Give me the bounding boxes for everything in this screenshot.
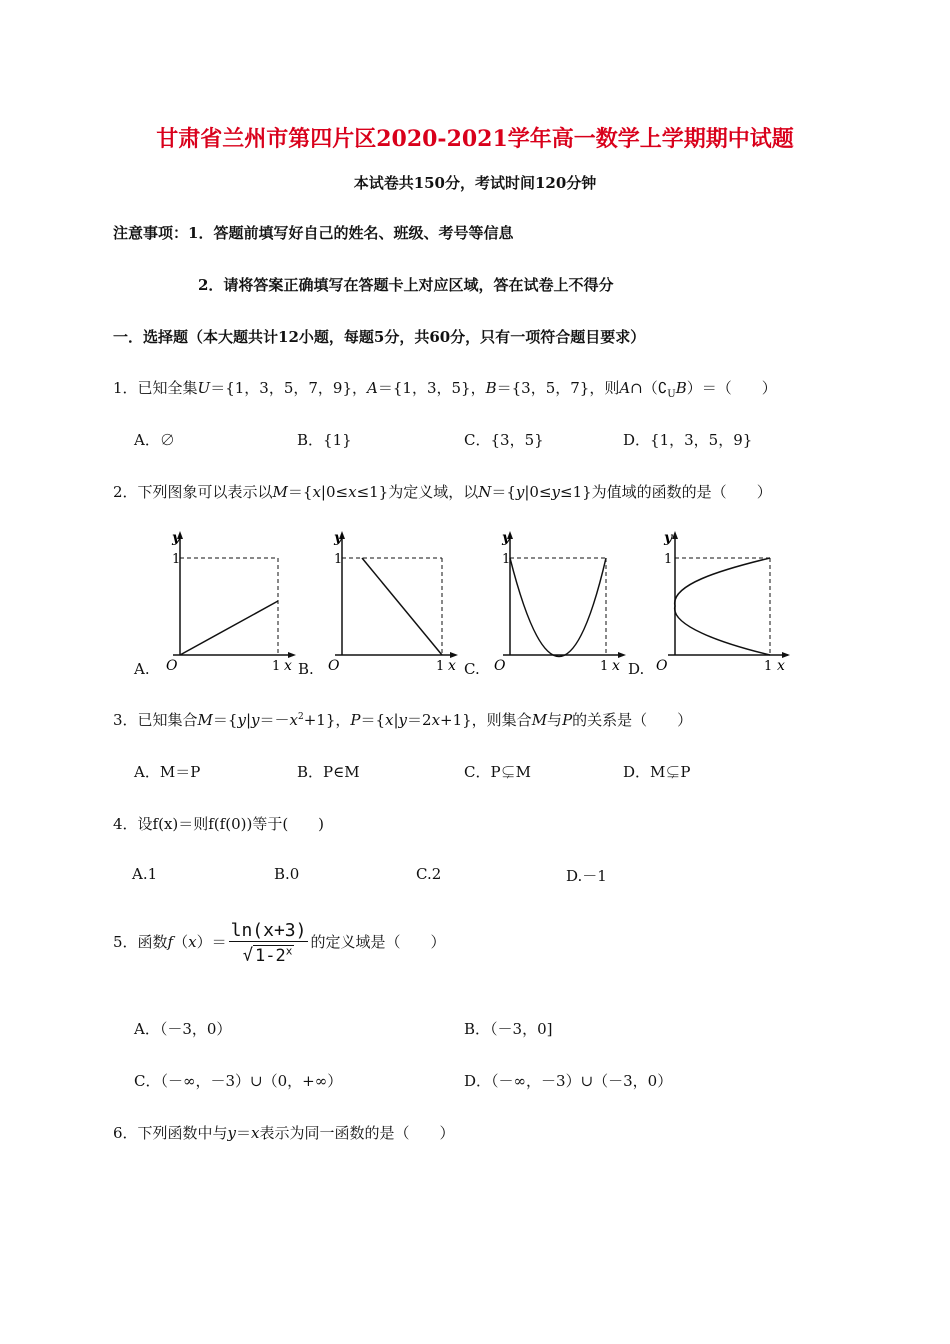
q5-option-b: B．（－3，0] (464, 1020, 553, 1038)
svg-text:1: 1 (436, 659, 445, 674)
svg-text:1: 1 (272, 659, 281, 674)
q1-option-c: C．{3，5} (464, 431, 544, 449)
q3-option-d: D．M⊊P (623, 763, 691, 781)
svg-text:y: y (502, 530, 511, 546)
q5-option-d: D．（－∞，－3）∪（－3，0） (464, 1072, 673, 1090)
svg-text:O: O (166, 658, 178, 674)
svg-text:y: y (664, 530, 673, 546)
svg-text:y: y (172, 530, 181, 546)
graph-c-label: C. (464, 660, 480, 678)
svg-text:1: 1 (764, 659, 773, 674)
svg-text:y: y (334, 530, 343, 546)
q4-option-c: C.2 (416, 865, 442, 883)
svg-text:x: x (612, 658, 620, 674)
question-2: 2．下列图象可以表示以M＝{x|0≤x≤1}为定义域，以N＝{y|0≤y≤1}为值域的函数的是（ ） (113, 483, 772, 501)
notice-line-1: 注意事项：1．答题前填写好自己的姓名、班级、考号等信息 (113, 224, 514, 242)
q3-option-a: A．M＝P (134, 763, 201, 781)
svg-text:O: O (656, 658, 668, 674)
svg-text:x: x (284, 658, 292, 674)
q4-option-b: B.0 (274, 865, 300, 883)
svg-text:x: x (448, 658, 456, 674)
graph-d (650, 525, 790, 675)
svg-text:O: O (328, 658, 340, 674)
graph-a (158, 525, 298, 675)
q4-option-d: D.－1 (566, 867, 607, 885)
q3-option-b: B．P∈M (297, 763, 360, 781)
q1-option-b: B．{1} (297, 431, 352, 449)
svg-text:1: 1 (334, 552, 343, 567)
svg-text:1: 1 (664, 552, 673, 567)
graph-b (320, 525, 460, 675)
svg-text:O: O (494, 658, 506, 674)
section-heading: 一．选择题（本大题共计12小题，每题5分，共60分，只有一项符合题目要求） (113, 328, 646, 346)
svg-text:1: 1 (172, 552, 181, 567)
graph-a-label: A. (134, 660, 150, 678)
question-4: 4．设f(x)＝则f(f(0))等于( ) (113, 815, 325, 833)
svg-text:x: x (777, 658, 785, 674)
domain-fraction: $\frac{\ln(x+3)}{√ 1-2^x}$ (230, 920, 307, 966)
notice-line-2: 2．请将答案正确填写在答题卡上对应区域，答在试卷上不得分 (198, 276, 614, 294)
question-6: 6．下列函数中与y＝x表示为同一函数的是（ ） (113, 1124, 455, 1142)
q5-option-a: A．（－3，0） (134, 1020, 232, 1038)
graph-b-label: B. (298, 660, 314, 678)
svg-text:1: 1 (600, 659, 609, 674)
exam-info: 本试卷共150分，考试时间120分钟 (353, 174, 597, 192)
q5-option-c: C．（－∞，－3）∪（0，+∞） (134, 1072, 343, 1090)
q3-option-c: C．P⊊M (464, 763, 531, 781)
question-5: 5．函数f（x）＝ $\frac{\ln(x+3)}{√ 1-2^x}$ 的定义域是（ ） (113, 920, 446, 966)
graph-d-label: D. (628, 660, 645, 678)
q1-option-d: D．{1，3，5，9} (623, 431, 753, 449)
question-1: 1．已知全集U＝{1，3，5，7，9}，A＝{1，3，5}，B＝{3，5，7}，则$A\cap(∁_UB)=$（ ） (113, 379, 777, 400)
document-title: 甘肃省兰州市第四片区2020-2021学年高一数学上学期期中试题 (156, 126, 794, 152)
graph-c (488, 525, 628, 675)
question-3: 3．已知集合$M=\{y|y=-x^2+1\}$，P＝{x|y＝2x+1}，则集合M与P的关系是（ ） (113, 711, 693, 729)
q4-option-a: A.1 (132, 865, 158, 883)
svg-text:1: 1 (502, 552, 511, 567)
q1-option-a: A．∅ (134, 431, 175, 449)
